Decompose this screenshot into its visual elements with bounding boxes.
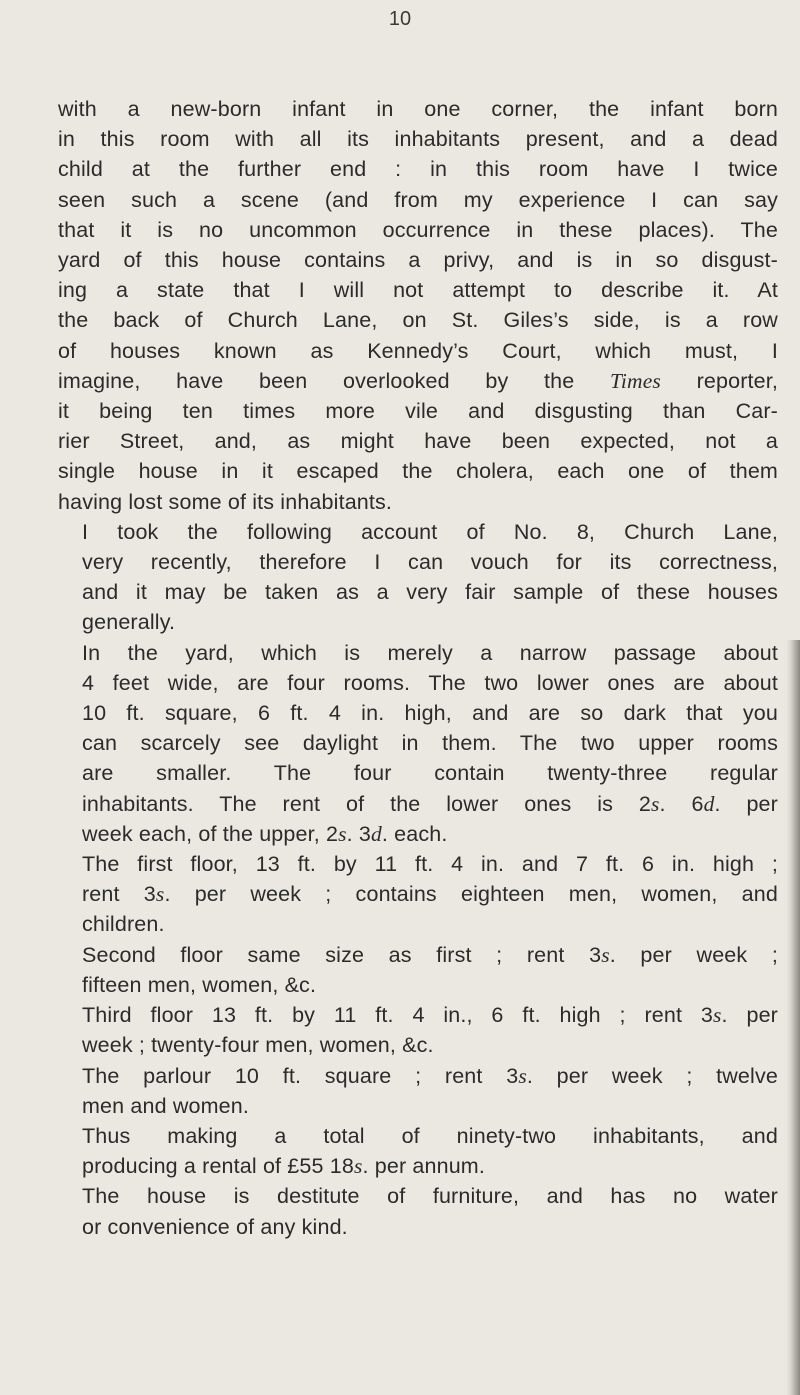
paragraph bbox=[58, 638, 778, 849]
text-line: fifteen men, women, &c. bbox=[82, 972, 317, 997]
paragraph bbox=[58, 1061, 778, 1121]
paragraph bbox=[58, 94, 778, 517]
text-line: Third floor 13 ft. by 11 ft. 4 in., 6 ft. high ; rent 3s. per bbox=[82, 1003, 778, 1028]
text-line: with a new-born infant in one corner, the infant born bbox=[58, 97, 778, 121]
text-line: In the yard, which is merely a narrow passage about bbox=[82, 640, 778, 665]
paragraph bbox=[58, 1121, 778, 1181]
text-line: producing a rental of £55 18s. per annum. bbox=[82, 1154, 485, 1179]
text-line: having lost some of its inhabitants. bbox=[58, 489, 393, 514]
text-line: can scarcely see daylight in them. The two upper rooms bbox=[82, 731, 778, 756]
paragraph bbox=[58, 517, 778, 638]
paragraph bbox=[58, 1000, 778, 1060]
text-line: seen such a scene (and from my experience I can say bbox=[58, 187, 778, 212]
text-line: rier Street, and, as might have been expected, not a bbox=[58, 429, 778, 454]
text-line: and it may be taken as a very fair sample of these houses bbox=[82, 580, 778, 605]
body-text bbox=[58, 94, 778, 1242]
text-line: week each, of the upper, 2s. 3d. each. bbox=[82, 821, 448, 846]
text-line: men and women. bbox=[82, 1093, 250, 1118]
text-line: The first floor, 13 ft. by 11 ft. 4 in. and 7 ft. 6 in. high ; bbox=[82, 852, 778, 877]
text-line: inhabitants. The rent of the lower ones is 2s. 6d. per bbox=[82, 791, 778, 816]
text-line: Second floor same size as first ; rent 3s. per week ; bbox=[82, 942, 778, 967]
text-line: or convenience of any kind. bbox=[82, 1214, 348, 1239]
text-line: rent 3s. per week ; contains eighteen men, women, and bbox=[82, 882, 778, 907]
text-line: the back of Church Lane, on St. Giles’s side, is a row bbox=[58, 308, 778, 333]
page-edge-shadow bbox=[786, 640, 800, 1395]
text-line: ing a state that I will not attempt to describe it. At bbox=[58, 278, 778, 303]
text-line: it being ten times more vile and disgusting than Car- bbox=[58, 399, 778, 424]
paragraph bbox=[58, 1181, 778, 1241]
text-line: imagine, have been overlooked by the Times reporter, bbox=[58, 368, 778, 393]
text-line: I took the following account of No. 8, Church Lane, bbox=[82, 519, 778, 544]
text-line: single house in it escaped the cholera, each one of them bbox=[58, 459, 778, 484]
text-line: generally. bbox=[82, 610, 176, 635]
text-line: very recently, therefore I can vouch for its correctness, bbox=[82, 550, 778, 575]
paragraph bbox=[58, 940, 778, 1000]
paragraph bbox=[58, 849, 778, 940]
text-line: Thus making a total of ninety-two inhabitants, and bbox=[82, 1123, 778, 1148]
text-line: are smaller. The four contain twenty-three regular bbox=[82, 761, 778, 786]
text-line: child at the further end : in this room have I twice bbox=[58, 157, 778, 182]
text-line: yard of this house contains a privy, and is in so disgust- bbox=[58, 248, 778, 273]
text-line: children. bbox=[82, 912, 165, 937]
text-line: 4 feet wide, are four rooms. The two lower ones are about bbox=[82, 670, 778, 695]
text-line: The parlour 10 ft. square ; rent 3s. per week ; twelve bbox=[82, 1063, 778, 1088]
text-line: that it is no uncommon occurrence in these places). The bbox=[58, 217, 778, 242]
text-line: in this room with all its inhabitants present, and a dead bbox=[58, 127, 778, 152]
text-line: of houses known as Kennedy’s Court, which must, I bbox=[58, 338, 778, 363]
page-number: 10 bbox=[388, 8, 412, 30]
text-line: 10 ft. square, 6 ft. 4 in. high, and are so dark that you bbox=[82, 701, 778, 726]
text-line: week ; twenty-four men, women, &c. bbox=[82, 1033, 434, 1058]
text-line: The house is destitute of furniture, and has no water bbox=[82, 1184, 778, 1209]
